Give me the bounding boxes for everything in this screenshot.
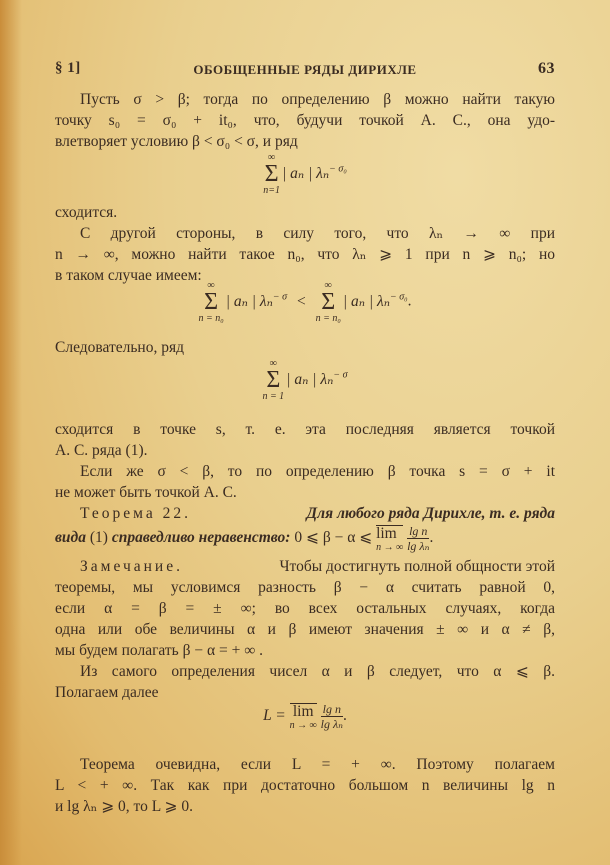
theorem-text: Для любого ряда Дирихле, т. е. ряда xyxy=(306,505,555,522)
theorem-label: Теорема 22. xyxy=(80,505,191,522)
formula-L: L = lim n → ∞ $\frac{\text{lg n}}{\text{lg λₙ}}$ . xyxy=(263,702,347,731)
page-shadow xyxy=(0,0,22,865)
text-line: n → ∞, можно найти такое n₀, что λₙ ⩾ 1 при n ⩾ n₀; но xyxy=(55,246,555,263)
theorem-heading-line xyxy=(80,504,555,524)
formula-sum-1: ∞ Σ n=1 | aₙ | λₙ$^{- \sigma_0}$ xyxy=(263,152,347,196)
theorem-statement: вида (1) справедливо неравенство: 0 ⩽ β − α ⩽ lim n → ∞ $\frac{\text{lg n}}{\text{lg λₙ}}$ . xyxy=(55,524,434,553)
text-line: Теорема очевидна, если L = + ∞. Поэтому полагаем xyxy=(80,756,555,773)
page-number: 63 xyxy=(538,60,555,77)
text-line: Полагаем далее xyxy=(55,684,159,701)
text-line: Если же σ < β, то по определению β точка s = σ + it xyxy=(80,463,555,480)
text-line: если α = β = ± ∞; во всех остальных случаях, когда xyxy=(55,600,555,617)
formula-sum-3: ∞ Σ n = 1 | aₙ | λₙ$^{- \sigma}$ xyxy=(262,358,348,402)
text-line: мы будем полагать β − α = + ∞ . xyxy=(55,642,264,659)
text-line: L < + ∞. Так как при достаточно большом n величины lg n xyxy=(55,777,555,794)
text-line: Пусть σ > β; тогда по определению β можно найти такую xyxy=(80,91,555,108)
text-line: точку s₀ = σ₀ + it₀, что, будучи точкой А. С., она удо- xyxy=(55,112,555,129)
text-line: влетворяет условию β < σ₀ < σ, и ряд xyxy=(55,133,298,150)
text-line: в таком случае имеем: xyxy=(55,267,202,284)
formula-inequality: ∞ Σ n = n₀ | aₙ | λₙ$^{- \sigma}$ < ∞ Σ n = n₀ | aₙ | λₙ$^{- \sigma_0}$. xyxy=(198,280,412,324)
remark-text: Чтобы достигнуть полной общности этой xyxy=(279,558,555,575)
remark-label: Замечание. xyxy=(80,558,183,575)
text-line: и lg λₙ ⩾ 0, то L ⩾ 0. xyxy=(55,798,194,815)
text-line: не может быть точкой А. С. xyxy=(55,484,237,501)
text-line: Из самого определения чисел α и β следует, что α ⩽ β. xyxy=(80,663,555,680)
remark-line xyxy=(80,557,555,577)
text-line: А. С. ряда (1). xyxy=(55,442,148,459)
text-line: сходится. xyxy=(55,204,118,221)
text-line: теоремы, мы условимся разность β − α считать равной 0, xyxy=(55,579,555,596)
section-number: § 1] xyxy=(55,60,81,76)
text-line: С другой стороны, в силу того, что λₙ → ∞ при xyxy=(80,225,555,242)
text-line: одна или обе величины α и β имеют значения ± ∞ и α ≠ β, xyxy=(55,621,555,638)
text-line: сходится в точке s, т. е. эта последняя является точкой xyxy=(55,421,555,438)
running-title: ОБОБЩЕННЫЕ РЯДЫ ДИРИХЛЕ xyxy=(193,62,417,77)
text-line: Следовательно, ряд xyxy=(55,339,184,356)
